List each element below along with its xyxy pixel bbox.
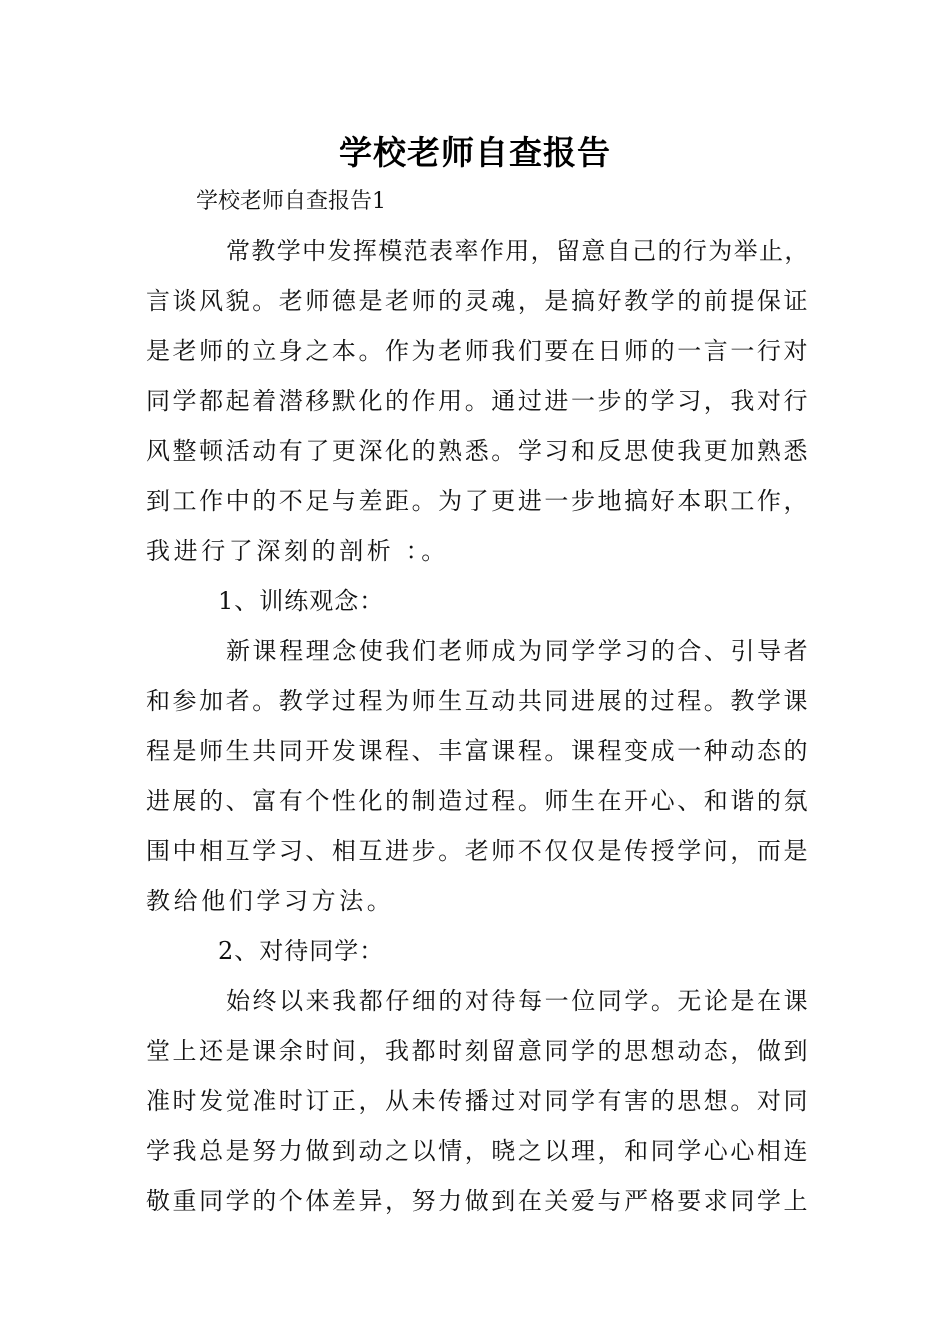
paragraph-line: 我进行了深刻的剖析 ：。 bbox=[146, 537, 449, 565]
paragraph-line: 程是师生共同开发课程、丰富课程。课程变成一种动态的 bbox=[146, 737, 810, 765]
paragraph-line: 言谈风貌。老师德是老师的灵魂，是搞好教学的前提保证 bbox=[146, 287, 810, 315]
paragraph-line: 准时发觉准时订正，从未传播过对同学有害的思想。对同 bbox=[146, 1087, 810, 1115]
paragraph-line: 和参加者。教学过程为师生互动共同进展的过程。教学课 bbox=[146, 687, 810, 715]
paragraph-line: 新课程理念使我们老师成为同学学习的合、引导者 bbox=[226, 637, 811, 665]
paragraph-line: 同学都起着潜移默化的作用。通过进一步的学习，我对行 bbox=[146, 387, 810, 415]
paragraph-line: 风整顿活动有了更深化的熟悉。学习和反思使我更加熟悉 bbox=[146, 437, 810, 465]
paragraph-line: 学我总是努力做到动之以情，晓之以理，和同学心心相连 bbox=[146, 1137, 810, 1165]
paragraph-line: 常教学中发挥模范表率作用，留意自己的行为举止， bbox=[226, 237, 810, 265]
document-subtitle: 学校老师自查报告1 bbox=[196, 189, 386, 214]
paragraph-line: 到工作中的不足与差距。为了更进一步地搞好本职工作， bbox=[146, 487, 810, 515]
paragraph-line: 堂上还是课余时间，我都时刻留意同学的思想动态，做到 bbox=[146, 1037, 810, 1065]
section-heading: 1、训练观念： bbox=[218, 587, 385, 615]
document-title: 学校老师自查报告 bbox=[339, 133, 611, 172]
paragraph-line: 始终以来我都仔细的对待每一位同学。无论是在课 bbox=[226, 987, 811, 1015]
paragraph-line: 是老师的立身之本。作为老师我们要在日师的一言一行对 bbox=[146, 337, 810, 365]
section-heading: 2、对待同学： bbox=[218, 937, 385, 965]
paragraph-line: 敬重同学的个体差异，努力做到在关爱与严格要求同学上 bbox=[146, 1187, 810, 1215]
paragraph-line: 围中相互学习、相互进步。老师不仅仅是传授学问，而是 bbox=[146, 837, 810, 865]
paragraph-line: 教给他们学习方法。 bbox=[146, 887, 395, 915]
paragraph-line: 进展的、富有个性化的制造过程。师生在开心、和谐的氛 bbox=[146, 787, 810, 815]
